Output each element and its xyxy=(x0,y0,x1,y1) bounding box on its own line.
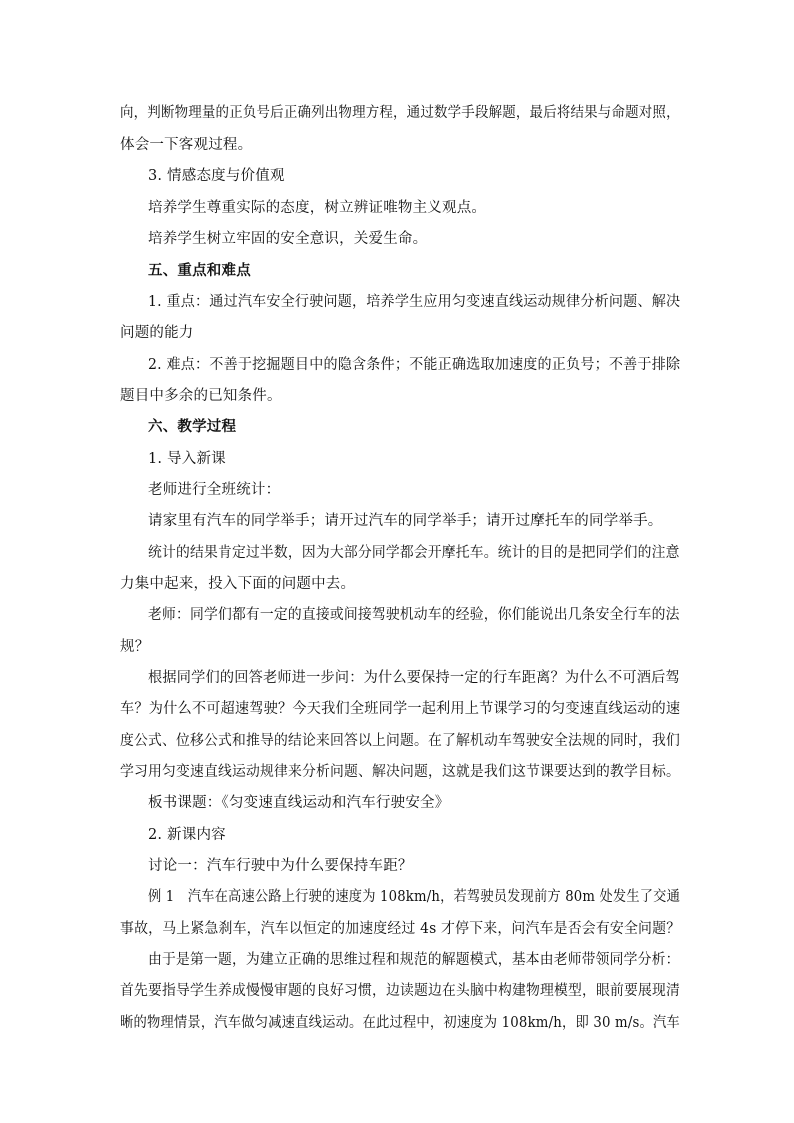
text-line: 请家里有汽车的同学举手；请开过汽车的同学举手；请开过摩托车的同学举手。 xyxy=(148,513,663,529)
section-heading: 五、重点和难点 xyxy=(148,262,251,279)
text-line: 由于是第一题，为建立正确的思维过程和规范的解题模式，基本由老师带领同学分析： xyxy=(148,952,680,968)
text-line: 培养学生尊重实际的态度，树立辨证唯物主义观点。 xyxy=(148,200,487,216)
text-line: 培养学生树立牢固的安全意识，关爱生命。 xyxy=(148,231,428,247)
subsection-heading: 2. 新课内容 xyxy=(148,827,226,843)
text-line: 2. 难点：不善于挖掘题目中的隐含条件；不能正确选取加速度的正负号；不善于排除 xyxy=(148,357,681,373)
text-line: 规？ xyxy=(120,639,150,655)
text-line: 学习用匀变速直线运动规律来分析问题、解决问题，这就是我们这节课要达到的教学目标。 xyxy=(120,764,680,780)
text-line: 度公式、位移公式和推导的结论来回答以上问题。在了解机动车驾驶安全法规的同时，我们 xyxy=(120,733,680,749)
text-line: 体会一下客观过程。 xyxy=(120,137,253,153)
subsection-heading: 1. 导入新课 xyxy=(148,451,226,467)
text-line: 老师进行全班统计： xyxy=(148,482,281,498)
text-line: 老师：同学们都有一定的直接或间接驾驶机动车的经验，你们能说出几条安全行车的法 xyxy=(148,607,680,623)
text-line: 首先要指导学生养成慢慢审题的良好习惯，边读题边在头脑中构建物理模型，眼前要展现清 xyxy=(120,983,680,999)
text-line: 根据同学们的回答老师进一步问：为什么要保持一定的行车距离？为什么不可酒后驾 xyxy=(148,670,680,686)
text-line: 力集中起来，投入下面的问题中去。 xyxy=(120,576,356,592)
text-line: 1. 重点：通过汽车安全行驶问题，培养学生应用匀变速直线运动规律分析问题、解决 xyxy=(148,294,681,310)
text-line: 向，判断物理量的正负号后正确列出物理方程，通过数学手段解题，最后将结果与命题对照， xyxy=(120,105,680,121)
section-heading: 六、教学过程 xyxy=(148,418,237,435)
text-line: 晰的物理情景，汽车做匀减速直线运动。在此过程中，初速度为 108km/h，即 30 m/s。汽车 xyxy=(120,1015,680,1031)
text-line: 板书课题：《匀变速直线运动和汽车行驶安全》 xyxy=(148,795,450,811)
text-line: 统计的结果肯定过半数，因为大部分同学都会开摩托车。统计的目的是把同学们的注意 xyxy=(148,545,680,561)
subsection-heading: 3. 情感态度与价值观 xyxy=(148,168,285,184)
text-line: 讨论一：汽车行驶中为什么要保持车距？ xyxy=(148,858,413,874)
text-line: 事故，马上紧急刹车，汽车以恒定的加速度经过 4s 才停下来，问汽车是否会有安全问题？ xyxy=(120,921,681,937)
text-line: 题目中多余的已知条件。 xyxy=(120,388,282,404)
text-line: 例 1 汽车在高速公路上行驶的速度为 108km/h，若驾驶员发现前方 80m 处发生了交通 xyxy=(148,889,680,905)
text-line: 车？为什么不可超速驾驶？今天我们全班同学一起利用上节课学习的匀变速直线运动的速 xyxy=(120,701,681,717)
text-line: 问题的能力 xyxy=(120,325,194,341)
